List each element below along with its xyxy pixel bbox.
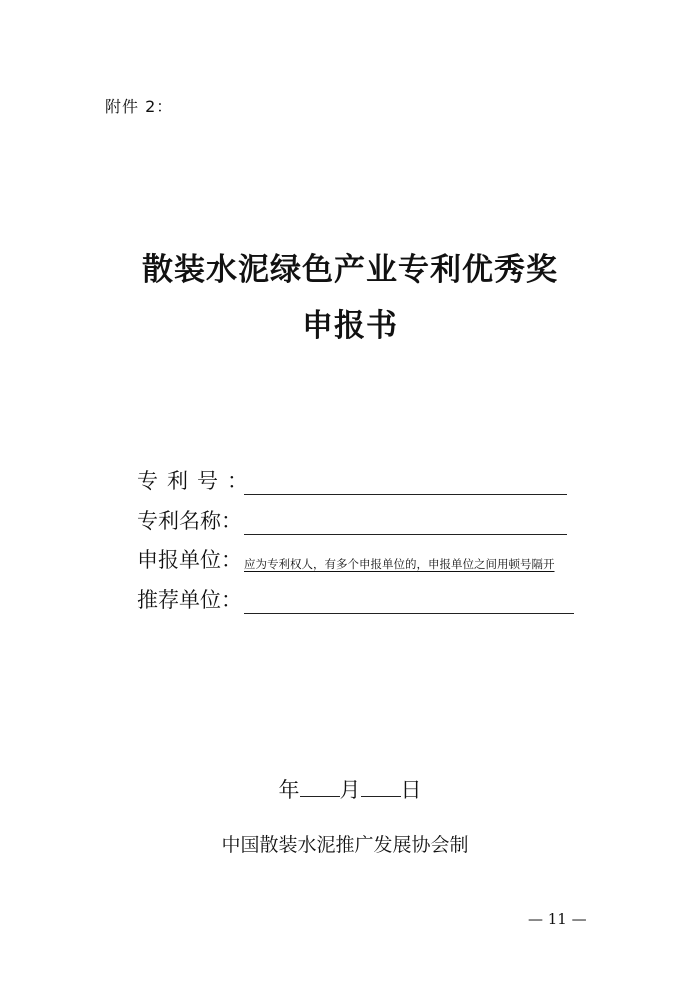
date-year: 年 [278,778,300,802]
patent-number-field [137,467,597,497]
patent-number-blank [244,493,567,495]
recommender-blank [244,612,574,614]
document-title: 散装水泥绿色产业专利优秀奖 [142,252,558,288]
date-month: 月 [339,778,361,802]
patent-name-label: 专利名称： [137,509,242,533]
date-line [0,774,700,804]
recommender-field [137,586,597,616]
date-day: 日 [400,778,422,802]
applicant-note: 应为专利权人，有多个申报单位的，申报单位之间用顿号隔开 [244,557,555,571]
page-number: — 11 — [528,910,587,928]
patent-number-label: 专利号： [137,469,257,493]
patent-name-blank [244,533,567,535]
month-blank [300,778,340,797]
recommender-label: 推荐单位： [137,588,242,612]
applicant-field [137,546,597,576]
applicant-label: 申报单位： [137,548,242,572]
day-blank [361,778,401,797]
issuing-organization: 中国散装水泥推广发展协会制 [221,834,469,856]
attachment-label: 附件 2： [105,97,174,116]
patent-name-field [137,507,597,537]
document-subtitle: 申报书 [302,308,398,344]
